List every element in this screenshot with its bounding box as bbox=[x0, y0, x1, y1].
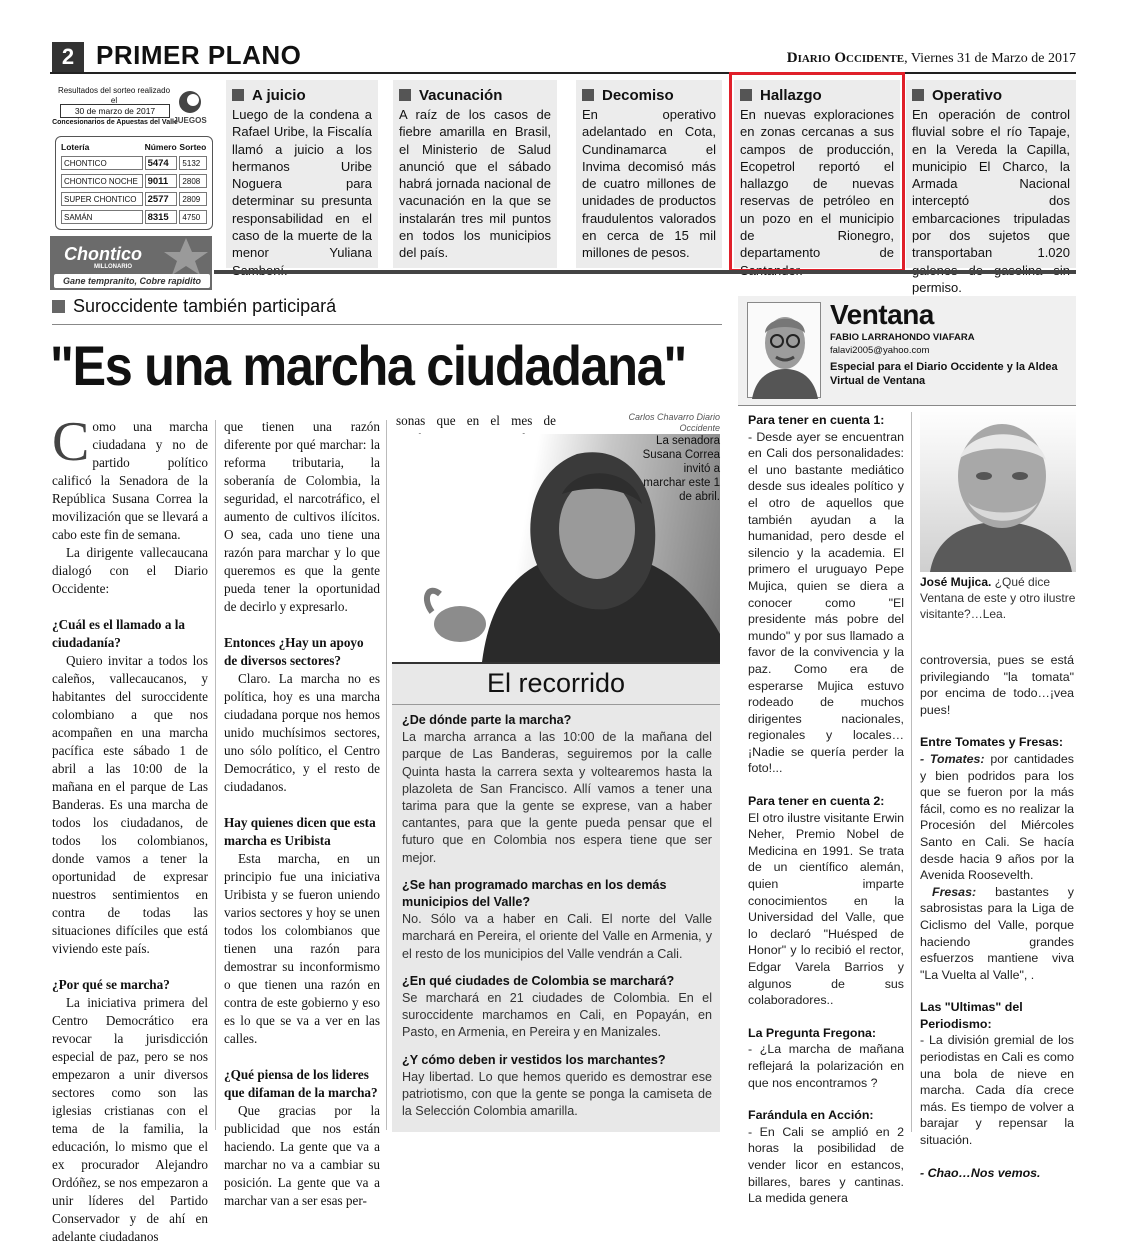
ventana-column-right bbox=[920, 652, 1074, 1181]
lottery-number: 2577 bbox=[145, 192, 178, 206]
header-rule bbox=[50, 72, 1076, 74]
lottery-row bbox=[60, 172, 208, 190]
ventana-paragraph: - La división gremial de los periodistas en Cali es como una bola de nieve en marcha. Cada día crece más. Es tiempo de volver a barajar y repensar la situación. bbox=[920, 1033, 1074, 1148]
lottery-table bbox=[55, 136, 213, 230]
mujica-caption bbox=[920, 574, 1076, 622]
ventana-heading: Farándula en Acción: bbox=[748, 1108, 874, 1123]
story-paragraph: La dirigente vallecaucana dialogó con el Diario Occidente: bbox=[52, 545, 208, 596]
fresas-label: Fresas: bbox=[932, 884, 977, 899]
fresas-text: bastantes y sabrosistas para la Liga de Ciclismo del Valle, porque haciendo grandes esfuerzos mantiene viva "La Vuelta al Valle", . bbox=[920, 884, 1074, 982]
story-question: ¿Por qué se marcha? bbox=[52, 977, 170, 992]
ventana-heading: Las "Ultimas" del Periodismo: bbox=[920, 1000, 1023, 1031]
mujica-photo bbox=[920, 406, 1076, 572]
columnist-email: falavi2005@yahoo.com bbox=[830, 345, 930, 356]
story-question: ¿Cuál es el llamado a la ciudadanía? bbox=[52, 617, 185, 650]
recorrido-answer: La marcha arranca a las 10:00 de la mañana del parque de Las Banderas, seguiremos por la calle Quinta hasta la carrera sexta y voltearemos hasta la plazoleta de San Francisco. Allí vamos a tener una tarima para que la gente se exprese, van a haber cantantes, para que la gente pueda pensar que el futuro que en Colombia nos espera tiene que ser mejor. bbox=[402, 730, 712, 865]
square-bullet-icon bbox=[232, 89, 244, 101]
section-title: PRIMER PLANO bbox=[96, 40, 302, 70]
dropcap: C bbox=[52, 411, 90, 473]
lottery-number: 5474 bbox=[145, 156, 178, 170]
mujica-caption-name: José Mujica. bbox=[920, 575, 992, 589]
column-rule bbox=[911, 412, 912, 1132]
chontico-logo: Chontico bbox=[64, 244, 142, 264]
lottery-header-draw: Sorteo bbox=[179, 142, 207, 152]
square-bullet-icon bbox=[912, 89, 924, 101]
lottery-concession: Concesionarios de Apuestas del Valle bbox=[52, 119, 178, 126]
square-bullet-icon bbox=[582, 89, 594, 101]
story-kicker bbox=[52, 296, 336, 317]
lottery-draw: 5132 bbox=[179, 156, 207, 170]
caption-name: La senadora Susana Correa bbox=[642, 435, 720, 461]
square-bullet-icon bbox=[52, 300, 65, 313]
brief-title: Decomiso bbox=[602, 87, 674, 104]
lottery-row bbox=[60, 190, 208, 208]
juegos-logo-text: JUEGOS bbox=[173, 116, 207, 125]
brief-decomiso bbox=[576, 80, 722, 268]
lottery-date: 30 de marzo de 2017 bbox=[60, 104, 170, 118]
caption-text: invitó a marchar este 1 de abril. bbox=[643, 463, 720, 503]
story-column-2 bbox=[224, 418, 380, 1210]
ventana-paragraph bbox=[920, 884, 1074, 984]
columnist-note: Especial para el Diario Occidente y la Aldea Virtual de Ventana bbox=[830, 361, 1058, 387]
issue-date: , Viernes 31 de Marzo de 2017 bbox=[904, 51, 1076, 66]
story-answer: La iniciativa primera del Centro Democrático era revocar la jurisdicción especial de paz, pero se nos empezaron a unir diversos sectores como son las iglesias cristianas con el tema de la familia, la educación, lo mismo que el ex procurador Alejandro Ordóñez, se nos empezaron a unir líderes del Partido Conservador y de ahí en adelante ciudadanos bbox=[52, 995, 208, 1244]
ventana-column-left bbox=[748, 412, 904, 1207]
lottery-name: SUPER CHONTICO bbox=[61, 192, 143, 206]
story-answer: Claro. La marcha no es política, hoy es una marcha ciudadana porque nos hemos unido muchísimos sectores, uno sólo político, el Centro Democrático, y el resto de ciudadanos. bbox=[224, 671, 380, 794]
brief-text: En operación de control fluvial sobre el río Tapaje, en la Vereda la Capilla, municipio El Charco, la Armada Nacional interceptó dos embarcaciones tripuladas por dos sujetos que transportaban 1.020 permiso. bbox=[912, 107, 1070, 295]
kicker-rule bbox=[52, 324, 722, 325]
photo-credit: Carlos Chavarro Diario Occidente bbox=[628, 412, 720, 433]
lottery-number: 8315 bbox=[145, 210, 178, 224]
brief-text: Luego de la condena a Rafael Uribe, la Fiscalía llamó a juicio a los hermanos Uribe Noguera para determinar su presunta responsabilidad en el caso de la muerte de la menor Yuliana bbox=[232, 107, 372, 261]
story-answer: Quiero invitar a todos los caleños, vallecaucanos, y habitantes del suroccidente colombiano a que nos acompañen en una marcha pacífica este sábado 1 de abril a las 10:00 de la mañana en el parque de Las Banderas. Es una marcha de todos los ciudadanos, de todos los colombianos, donde vamos a tener la oportunidad de expresar nuestros sentimientos en contra de todas las situaciones difíciles que está viviendo este país. bbox=[52, 653, 208, 956]
brief-operativo bbox=[906, 80, 1076, 295]
lottery-row bbox=[60, 208, 208, 226]
story-paragraph: que tienen una razón diferente por qué marchar: la reforma tributaria, la soberanía de Colombia, la seguridad, el narcotráfico, el aumento de cultivos ilícitos. O sea, cada uno tiene una razón para marchar y lo que queremos es que la gente pueda tener la oportunidad de decirlo y expresarlo. bbox=[224, 419, 380, 614]
juegos-logo-icon bbox=[170, 88, 210, 128]
ventana-paragraph: - Desde ayer se encuentran en Cali dos personalidades: el uno bastante mediático desde sus ideales político y el otro de aquellos que también ayudan a la humanidad, pero desde el silencio y la academia. El primero el uruguayo Pepe Mujica, quien se diera a conocer como "El presidente más pobre del mundo" y por sus llamado a favor de la convivencia y la paz. Como era de esperarse Mujica estuvo rodeado de muchos dirigentes nacionales, regionales y locales…¡Nadie se quería perder la foto!... bbox=[748, 429, 904, 776]
brief-vacunacion bbox=[393, 80, 557, 268]
brief-text: A raíz de los casos de fiebre amarilla en Brasil, el Ministerio de Salud anunció que el sábado habrá jornada nacional de vacunación en la que se instalarán tres mil puntos en todos los municipios del país. bbox=[399, 107, 551, 261]
story-question: Entonces ¿Hay un apoyo de diversos sectores? bbox=[224, 635, 364, 668]
story-answer: Esta marcha, en un principio fue una iniciativa Uribista y se fueron uniendo varios sectores y hoy se unen todos los colombianos que tienen una razón para demostrar su inconformismo o que tienen una razón en contra de este gobierno y eso es lo que se va a ver en las calles. bbox=[224, 851, 380, 1046]
star-icon bbox=[146, 236, 212, 276]
story-answer: Que gracias por la publicidad que nos están haciendo. La gente que va a marchar no va a cambiar su posición. La gente que va a marchar van a ser esas per- bbox=[224, 1103, 380, 1208]
recorrido-answer: Se marchará en 21 ciudades de Colombia. En el suroccidente marchamos en Cali, en Popayán, en Pasto, en Armenia, en Pereira y en Manizales. bbox=[402, 991, 712, 1040]
tomates-label: - Tomates: bbox=[920, 751, 985, 766]
story-question: Hay quienes dicen que esta marcha es Uribista bbox=[224, 815, 376, 848]
chontico-slogan: Gane tempranito, Cobre rapidito bbox=[54, 274, 210, 288]
lottery-draw: 2808 bbox=[179, 174, 207, 188]
chontico-banner bbox=[50, 236, 212, 290]
brief-a-juicio bbox=[226, 80, 378, 268]
lottery-name: CHONTICO NOCHE bbox=[61, 174, 143, 188]
lottery-caption: Resultados del sorteo realizado el bbox=[57, 86, 171, 105]
mujica-portrait-icon bbox=[920, 406, 1076, 572]
ventana-paragraph bbox=[920, 751, 1074, 884]
lottery-number: 9011 bbox=[145, 174, 178, 188]
highlight-box bbox=[729, 72, 905, 272]
masthead bbox=[740, 50, 1076, 67]
lottery-row bbox=[60, 154, 208, 172]
kicker-text: Suroccidente también participará bbox=[73, 296, 337, 316]
lottery-draw: 2809 bbox=[179, 192, 207, 206]
lottery-draw: 4750 bbox=[179, 210, 207, 224]
publication-name: Diario Occidente bbox=[786, 50, 905, 66]
recorrido-question: ¿Y cómo deben ir vestidos los marchantes? bbox=[402, 1052, 666, 1067]
ventana-paragraph: - ¿La marcha de mañana reflejará la polarización en que nos encontramos ? bbox=[748, 1042, 904, 1090]
column-rule bbox=[386, 420, 387, 1130]
recorrido-answer: No. Sólo va a haber en Cali. El norte del Valle marchará en Pereira, el oriente del Valle en Armenia, y el resto de los municipios del Valle vendrán a Cali. bbox=[402, 912, 712, 961]
recorrido-title: El recorrido bbox=[486, 668, 626, 698]
column-rule bbox=[215, 420, 216, 1130]
brief-text: En operativo adelantado en Cota, Cundinamarca el Invima decomisó más de cuatro millones de unidades de productos fraudulentos valorados en cerca de 15 mil millones de pesos. bbox=[582, 107, 716, 261]
ventana-signoff: - Chao…Nos vemos. bbox=[920, 1165, 1041, 1180]
story-intro: omo una marcha ciudadana y no de partido político calificó la Senadora de la República Susana Correa la movilización que se llevará a cabo este fin de semana. bbox=[52, 419, 208, 542]
lottery-results bbox=[50, 80, 214, 290]
brief-title: Hallazgo bbox=[760, 87, 822, 104]
story-headline: "Es una marcha ciudadana" bbox=[50, 334, 686, 397]
story-paragraph: sonas que en el mes de bbox=[396, 413, 556, 428]
ventana-paragraph: controversia, pues se está privilegiando "la tomata" por encima de todo…¡vea pues! bbox=[920, 653, 1074, 717]
lottery-name: SAMÁN bbox=[61, 210, 143, 224]
tomates-text: por cantidades y bien podridos para los que se fueron por la más fácil, como es no realizar la Procesión del Miércoles Santo en Cali. Se hacía desde hacia 9 años por la Avenida Roosevelth. bbox=[920, 751, 1074, 883]
columnist-portrait-icon bbox=[748, 303, 822, 399]
lottery-header-name: Lotería bbox=[61, 142, 90, 152]
ventana-heading: Para tener en cuenta 2: bbox=[748, 794, 885, 809]
brief-title: Operativo bbox=[932, 87, 1003, 104]
brief-title: A juicio bbox=[252, 87, 306, 104]
mujica-caption-text: ¿Qué dice Ventana de este y otro ilustre visitante?…Lea. bbox=[920, 575, 1076, 621]
recorrido-rule bbox=[392, 704, 720, 705]
columnist-name: FABIO LARRAHONDO VIAFARA bbox=[830, 332, 975, 343]
story-column-1 bbox=[52, 411, 208, 1246]
recorrido-question: ¿Se han programado marchas en los demás municipios del Valle? bbox=[402, 877, 667, 910]
story-question: ¿Qué piensa de los lideres que difaman de la marcha? bbox=[224, 1067, 378, 1100]
brief-title: Vacunación bbox=[419, 87, 503, 104]
photo-caption bbox=[640, 434, 720, 504]
recorrido-box bbox=[392, 662, 720, 1132]
recorrido-question: ¿En qué ciudades de Colombia se marchará? bbox=[402, 973, 675, 988]
page-number: 2 bbox=[52, 42, 84, 72]
recorrido-question: ¿De dónde parte la marcha? bbox=[402, 713, 572, 727]
recorrido-answer: Hay libertad. Lo que hemos querido es demostrar ese patriotismo, con que la gente se ponga la camiseta de la Selección Colombia amarilla. bbox=[402, 1069, 712, 1119]
ventana-heading: Para tener en cuenta 1: bbox=[748, 413, 885, 427]
ventana-paragraph: - En Cali se amplió en 2 horas la posibilidad de vender licor en estancos, billares, bares y cantinas. La medida genera bbox=[748, 1124, 904, 1206]
ventana-heading: La Pregunta Fregona: bbox=[748, 1025, 877, 1040]
recorrido-body bbox=[402, 712, 712, 1120]
columnist-photo bbox=[747, 302, 821, 398]
lottery-name: CHONTICO bbox=[61, 156, 143, 170]
brief-text: En nuevas exploraciones en zonas cercanas a sus campos de producción, Ecopetrol reportó el hallazgo de nuevas reservas de petróleo en un pozo en el municipio de Rionegro, departamento de bbox=[740, 107, 894, 261]
chontico-sub: MILLONARIO bbox=[94, 264, 132, 270]
ventana-title: Ventana bbox=[830, 299, 934, 330]
briefs-rule bbox=[214, 270, 1076, 274]
ventana-heading: Entre Tomates y Fresas: bbox=[920, 735, 1064, 750]
square-bullet-icon bbox=[399, 89, 411, 101]
ventana-paragraph: El otro ilustre visitante Erwin Neher, Premio Nobel de Medicina en 1991. Se trata de un científico alemán, quien imparte conocimientos en la Universidad del Valle, que lo declaró "Huésped de Honor" y lo recibió el rector, Edgar Varela Barrios y algunos de sus colaboradores.. bbox=[748, 810, 904, 1008]
lottery-header-number: Número bbox=[144, 142, 177, 152]
